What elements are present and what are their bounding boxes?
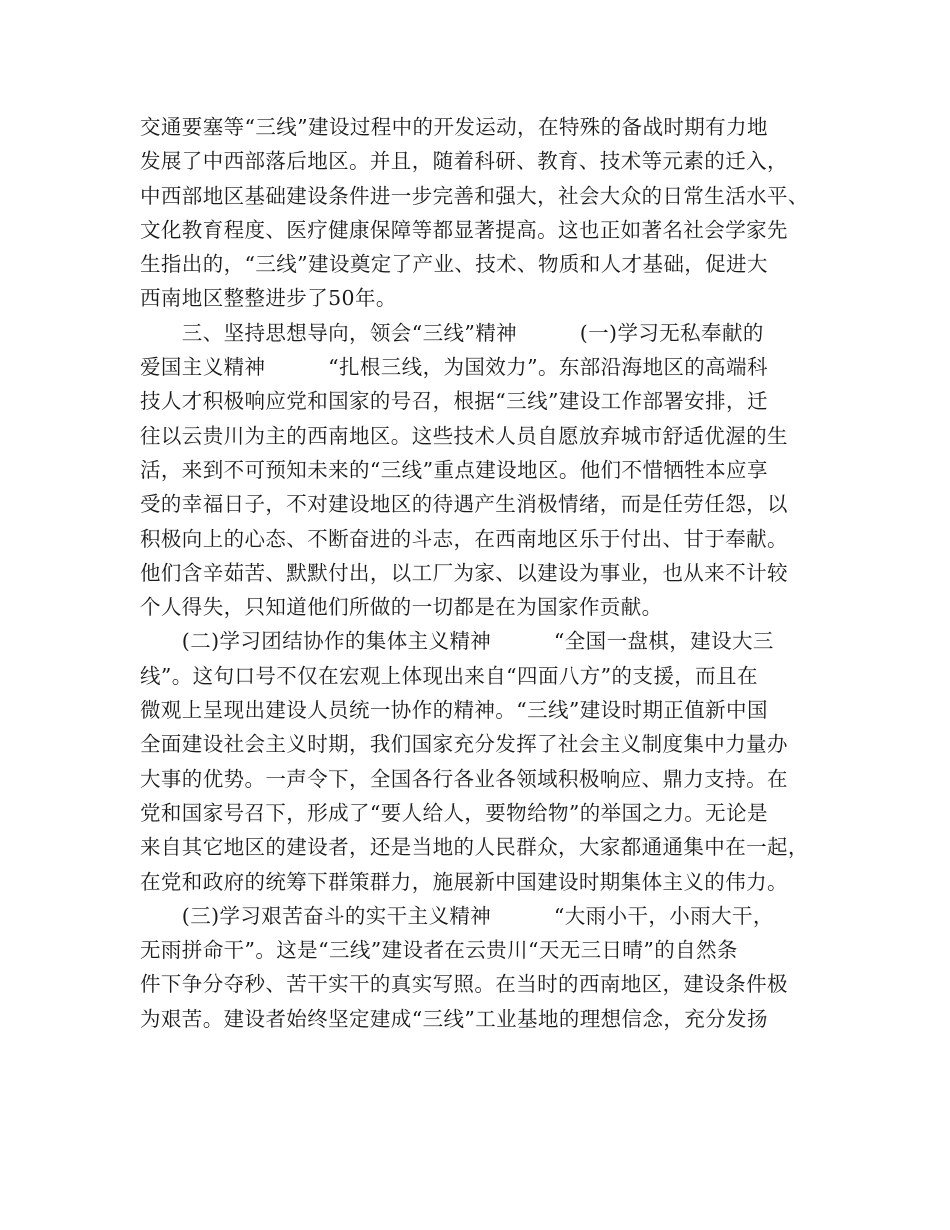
text-line: 为艰苦。建设者始终坚定建成“三线”工业基地的理想信念，充分发扬: [140, 1006, 768, 1031]
text-line: 无雨拼命干”。这是“三线”建设者在云贵川“天无三日晴”的自然条: [140, 938, 738, 963]
subsection-heading-line: (二)学习团结协作的集体主义精神 “全国一盘棋，建设大三: [140, 629, 774, 654]
text-line: 在党和政府的统筹下群策群力，施展新中国建设时期集体主义的伟力。: [140, 869, 788, 894]
body-text: [140, 110, 830, 1036]
text-line: 中西部地区基础建设条件进一步完善和强大，社会大众的日常生活水平、: [140, 183, 809, 208]
text-line: 全面建设社会主义时期，我们国家充分发挥了社会主义制度集中力量办: [140, 732, 788, 757]
text-line: 个人得失，只知道他们所做的一切都是在为国家作贡献。: [140, 595, 663, 620]
text-line: 文化教育程度、医疗健康保障等都显著提高。这也正如著名社会学家先: [140, 217, 788, 242]
text-line: 来自其它地区的建设者，还是当地的人民群众，大家都通通集中在一起，: [140, 835, 809, 860]
text-line: 线”。这句口号不仅在宏观上体现出来自“四面八方”的支援，而且在: [140, 663, 758, 688]
text-line: 积极向上的心态、不断奋进的斗志，在西南地区乐于付出、甘于奉献。: [140, 526, 788, 551]
text-line: 交通要塞等“三线”建设过程中的开发运动，在特殊的备战时期有力地: [140, 115, 768, 139]
text-line: 活，来到不可预知未来的“三线”重点建设地区。他们不惜牺牲本应享: [140, 457, 768, 482]
text-line: 往以云贵川为主的西南地区。这些技术人员自愿放弃城市舒适优渥的生: [140, 423, 788, 448]
text-line: 党和国家号召下，形成了“要人给人，要物给物”的举国之力。无论是: [140, 800, 768, 825]
text-line: 生指出的，“三线”建设奠定了产业、技术、物质和人才基础，促进大: [140, 252, 768, 277]
text-line: 发展了中西部落后地区。并且，随着科研、教育、技术等元素的迁入，: [140, 149, 788, 174]
section-heading-line: 三、坚持思想导向，领会“三线”精神 (一)学习无私奉献的: [140, 320, 764, 345]
text-line: 爱国主义精神 “扎根三线，为国效力”。东部沿海地区的高端科: [140, 355, 768, 380]
subsection-heading-line: (三)学习艰苦奋斗的实干主义精神 “大雨小干，小雨大干，: [140, 903, 774, 928]
text-line: 大事的优势。一声令下，全国各行各业各领域积极响应、鼎力支持。在: [140, 766, 788, 791]
text-line: 西南地区整整进步了50年。: [140, 286, 397, 311]
text-line: 微观上呈现出建设人员统一协作的精神。“三线”建设时期正值新中国: [140, 698, 768, 723]
text-line: 受的幸福日子，不对建设地区的待遇产生消极情绪，而是任劳任怨，以: [140, 492, 788, 517]
text-line: 件下争分夺秒、苦干实干的真实写照。在当时的西南地区，建设条件极: [140, 972, 788, 997]
text-line: 他们含辛茹苦、默默付出，以工厂为家、以建设为事业，也从来不计较: [140, 560, 788, 585]
text-line: 技人才积极响应党和国家的号召，根据“三线”建设工作部署安排，迁: [140, 389, 768, 414]
